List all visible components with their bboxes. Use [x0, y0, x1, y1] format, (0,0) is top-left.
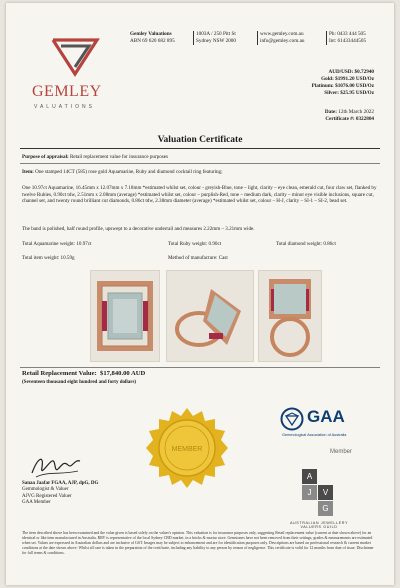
metal-rates: [312, 69, 374, 97]
gaa-emblem-icon: [280, 407, 304, 431]
title-rule: [20, 148, 380, 149]
phone-block: [329, 31, 366, 44]
phone-number: Ph: 0433 444 505: [329, 31, 366, 37]
header-divider: [257, 31, 258, 45]
signature-image: [28, 451, 84, 481]
ring-photo-angle: [258, 270, 322, 362]
retail-value: Retail Replacement Value: $17,840.00 AUD: [22, 370, 146, 377]
purpose-line: Purpose of appraisal: Retail replacement value for insurance purposes: [22, 154, 168, 160]
total-aquamarine: Total Aquamarine weight: 10.97ct: [22, 241, 92, 247]
gold-seal-icon: [146, 407, 228, 489]
gaa-subtitle: Gemmological Association of Australia: [282, 433, 347, 437]
signatory-membership: GAA Member: [22, 500, 51, 506]
signatory-block: [22, 481, 98, 507]
band-description: The band is polished, half round profile, upswept to a decorative underrail and measures 2.22mm – 3.21mm wide.: [22, 226, 255, 232]
email-link[interactable]: info@gemley.com.au: [260, 37, 305, 44]
signatory-name: Sanaa Jaafar FGAA, AJP, dpG, DG: [22, 481, 99, 486]
web-block: [260, 31, 305, 44]
total-diamond: Total diamond weight: 0.86ct: [276, 241, 336, 247]
gaa-member-label: Member: [330, 449, 353, 455]
gemley-diamond-logo-icon: [47, 36, 103, 78]
brand-tagline: VALUATIONS: [34, 104, 95, 110]
ring-top-image: [91, 271, 159, 361]
ring-photo-top: [90, 270, 160, 362]
address-block: [196, 31, 236, 44]
seal-text: MEMBER: [171, 446, 203, 453]
item-line: Item: One stamped 14CT (585) rose gold Aquamarine, Ruby and diamond cocktail ring featuring;: [22, 169, 223, 175]
address-line-1: 1003A / 250 Pitt St: [196, 31, 236, 37]
manufacture-method: Method of manufacture: Cast: [168, 255, 228, 261]
address-line-2: Sydney NSW 2000: [196, 37, 236, 44]
gaa-name: GAA: [307, 407, 345, 426]
retail-value-words: (Seventeen thousand eight hundred and forty dollars): [22, 380, 137, 385]
certificate-date: Date: 12th March 2022: [324, 109, 374, 115]
header-divider: [193, 31, 194, 45]
company-abn: ABN 69 620 682 895: [130, 37, 175, 44]
header-divider: [326, 31, 327, 45]
intl-phone-number: Int: 61433444505: [329, 37, 367, 44]
page-title: Valuation Certificate: [157, 135, 243, 145]
company-name: Gemley Valuations: [130, 31, 172, 37]
certificate-page: [6, 3, 394, 585]
website-link[interactable]: www.gemley.com.au: [260, 31, 304, 37]
rate-row: Gold: $1991.20 USD/Oz: [321, 76, 374, 82]
certificate-number: Certificate #: 0322804: [325, 116, 374, 122]
total-item-weight: Total item weight: 10.59g: [22, 255, 75, 261]
ajvg-name: AUSTRALIAN JEWELLERY VALUERS GUILD: [289, 521, 349, 529]
gem-description: One 10.97ct Aquamarine, 16.45mm x 12.07mm x 7.18mm *estimated whilst set, colour - greyish-Blue, tone – light, clarity – eye clean, emerald cut, four claw set, flanked by twelve Rubies, 0.90ct tdw, 2.51mm x 2.08mm (average) *estimated whilst set, colour – purplish-Red, tone – medium dark, clarity – minor eye visible inclusions, square cut, channel set, and twenty round brilliant cut diamonds, 0.86ct tdw, 2.38mm diameter (average) *estimated whilst set, colour – H-J, clarity – SI-1 – SI-2, bead set.: [22, 185, 377, 205]
signatory-title: Gemmologist & Valuer: [22, 487, 69, 493]
ring-side-image: [167, 271, 253, 361]
rate-row: Silver: $25.95 USD/Oz: [324, 90, 374, 96]
ring-angle-image: [259, 271, 321, 361]
value-rule: [20, 367, 380, 368]
rate-row: AUD/USD: $0.72940: [328, 69, 374, 75]
company-block: [130, 31, 175, 44]
brand-name: GEMLEY: [32, 83, 102, 100]
date-cert-block: [325, 109, 374, 123]
ring-photo-side: [166, 270, 254, 362]
disclaimer-text: The item described above has been examined and the value given is based solely on the valuer's opinion. This valuation is for insurance purposes only, suggesting Retail replacement value (current at date shown above) for an identical or like item manufactured in Australia. RRV is representative of the local Sydney CBD market, in a bricks & mortar store. Gemstones have not been removed from their settings, grades & measurements are estimated when set. Values are expressed in Australian dollars and are inclusive of GST. Images may be subject to enhancement and are for identification purposes only. Descriptions are based on professional research & current market conditions at the date shown above. Whilst all care is taken in the preparation of the certificate, including any liability to any person by reason of negligence. This certificate is valid for 12 months from date of issue. Disclaimer for full terms & conditions.: [22, 531, 374, 555]
rate-row: Platinum: $1076.00 USD/Oz: [311, 83, 374, 89]
total-ruby: Total Ruby weight: 0.90ct: [168, 241, 222, 247]
body-rule: [20, 163, 380, 164]
ajvg-logo: A V J G: [302, 469, 334, 517]
signatory-registration: AJVG Registered Valuer: [22, 493, 72, 499]
